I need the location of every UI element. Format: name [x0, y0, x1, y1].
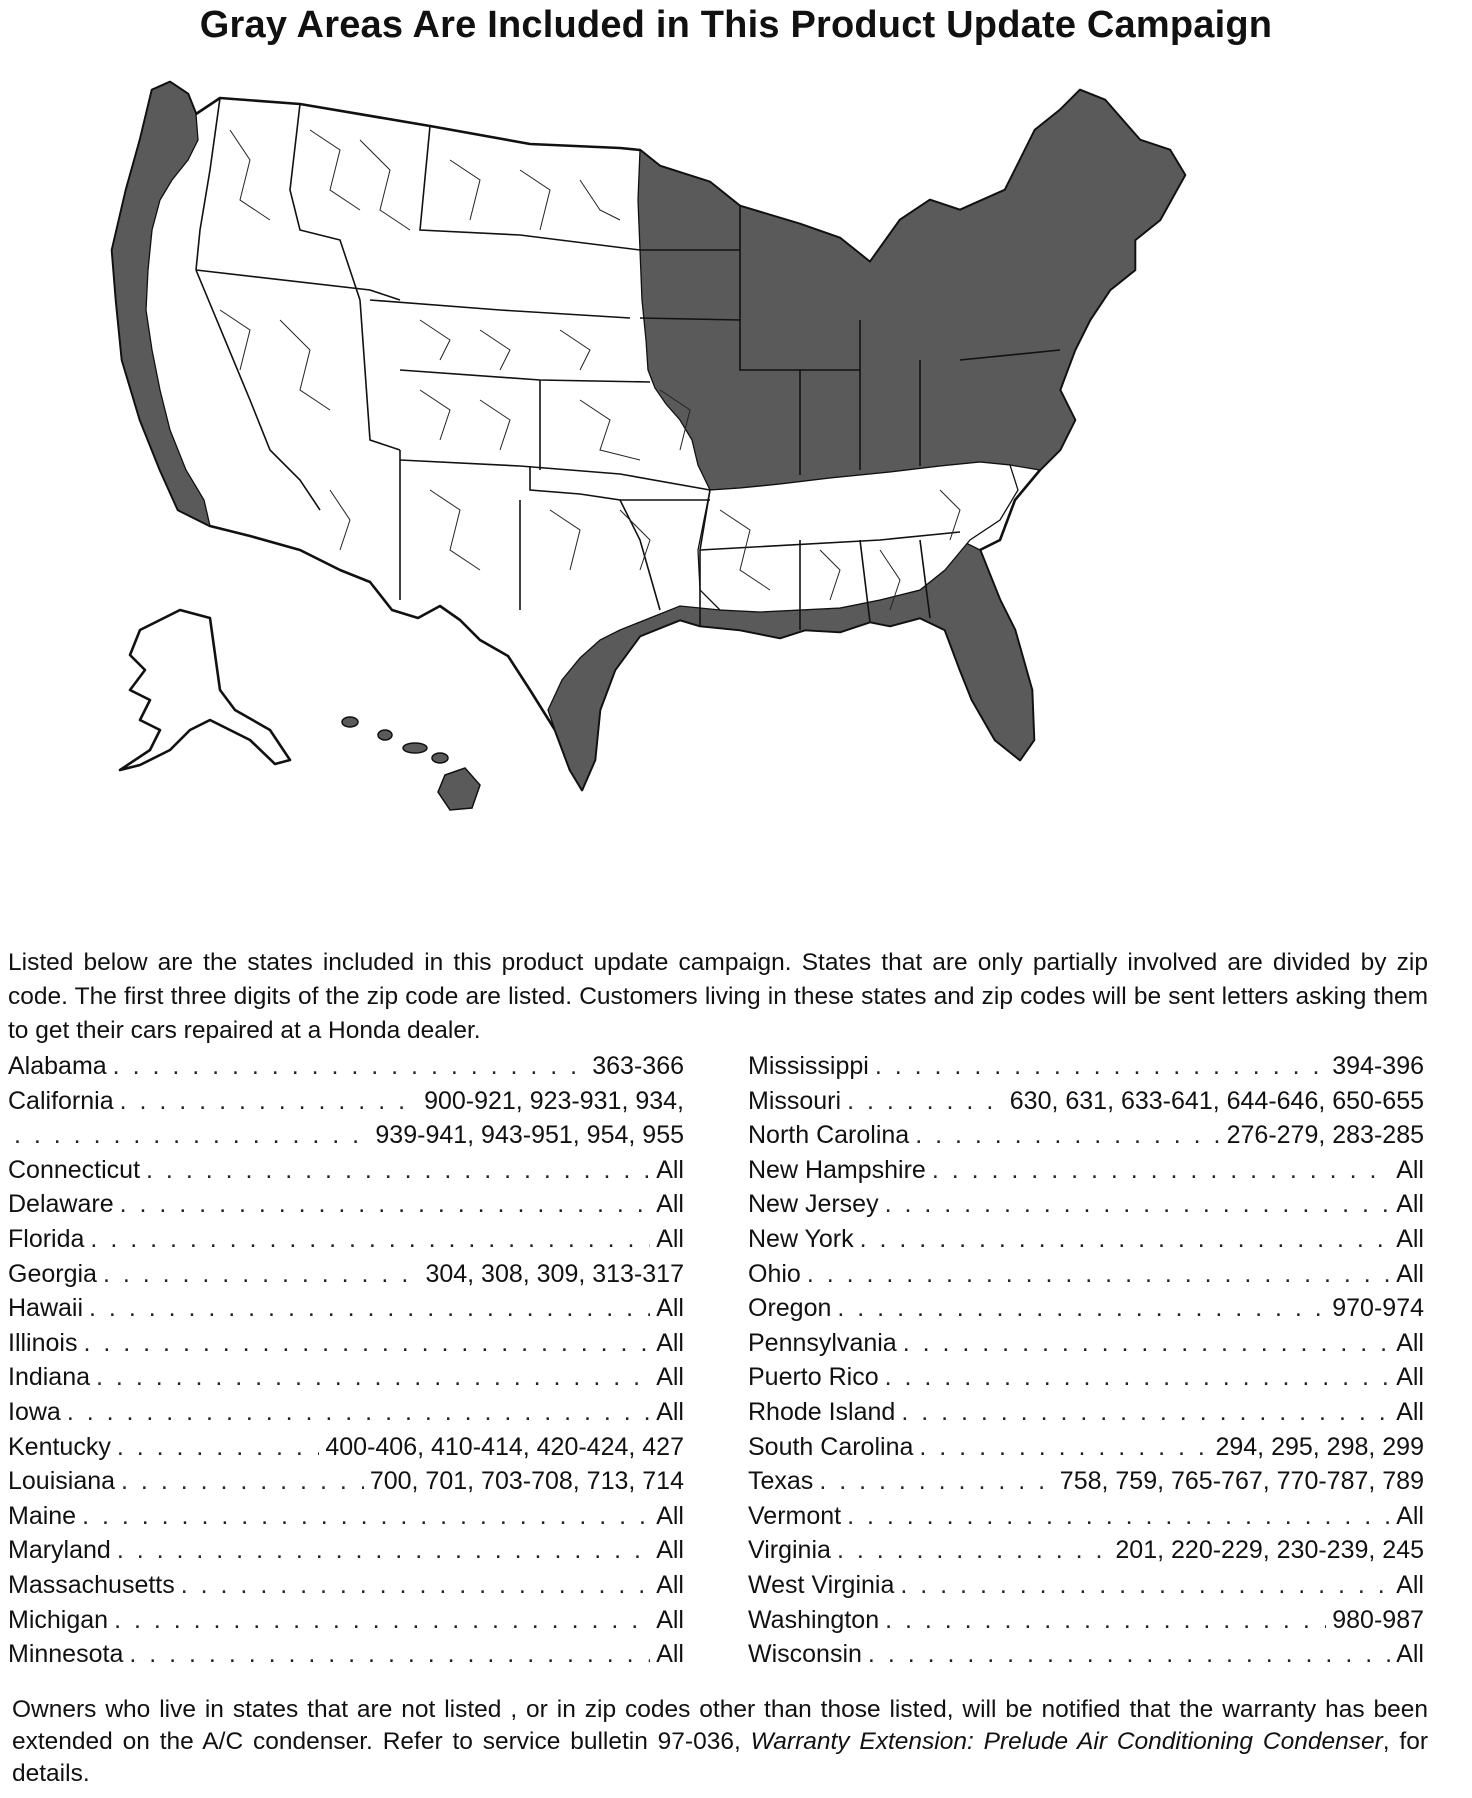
- state-row: [8, 1052, 684, 1087]
- zip-codes: All: [1396, 1363, 1424, 1392]
- state-name: Iowa: [8, 1397, 61, 1426]
- state-row: [8, 1398, 684, 1433]
- state-row: [748, 1467, 1424, 1502]
- zip-codes: All: [1396, 1190, 1424, 1219]
- state-row: [8, 1363, 684, 1398]
- zip-codes: 970-974: [1332, 1294, 1424, 1323]
- state-row: [8, 1606, 684, 1641]
- zip-codes: All: [656, 1605, 684, 1634]
- bulletin-title: Warranty Extension: Prelude Air Conditioning Condenser: [750, 1728, 1383, 1755]
- zip-codes: All: [656, 1536, 684, 1565]
- zip-codes: All: [1396, 1155, 1424, 1184]
- state-row: [8, 1225, 684, 1260]
- zip-codes: 980-987: [1332, 1605, 1424, 1634]
- dot-leader: [868, 1640, 1390, 1669]
- state-name: Indiana: [8, 1363, 91, 1392]
- state-row: [8, 1571, 684, 1606]
- state-name: Puerto Rico: [748, 1363, 879, 1392]
- zip-codes: 201, 220-229, 230-239, 245: [1115, 1536, 1424, 1565]
- zip-codes: All: [1396, 1640, 1424, 1669]
- zip-codes: 304, 308, 309, 313-317: [425, 1259, 684, 1288]
- state-row: [748, 1536, 1424, 1571]
- dot-leader: [900, 1571, 1390, 1600]
- dot-leader: [901, 1398, 1390, 1427]
- us-zip-map: [100, 70, 1360, 920]
- zip-codes: 700, 701, 703-708, 713, 714: [369, 1467, 684, 1496]
- zip-codes: All: [1396, 1570, 1424, 1599]
- state-row: [8, 1087, 684, 1122]
- state-row: [748, 1502, 1424, 1537]
- zip-codes: All: [656, 1328, 684, 1357]
- zip-codes: All: [1396, 1224, 1424, 1253]
- dot-leader: [83, 1329, 650, 1358]
- dot-leader: [96, 1363, 650, 1392]
- state-name: Alabama: [8, 1052, 107, 1080]
- zip-codes: All: [656, 1570, 684, 1599]
- state-name: Washington: [748, 1605, 880, 1634]
- state-name: Minnesota: [8, 1640, 124, 1669]
- dot-leader: [103, 1260, 419, 1289]
- state-name: Connecticut: [8, 1155, 141, 1184]
- dot-leader: [121, 1467, 364, 1496]
- state-row: [748, 1329, 1424, 1364]
- state-row: [748, 1640, 1424, 1675]
- state-name: Ohio: [748, 1259, 801, 1288]
- state-name: North Carolina: [748, 1121, 910, 1150]
- state-row: [748, 1260, 1424, 1295]
- zip-codes: 758, 759, 765-767, 770-787, 789: [1059, 1467, 1424, 1496]
- zip-codes: All: [1396, 1259, 1424, 1288]
- state-row: [748, 1190, 1424, 1225]
- dot-leader: [82, 1502, 650, 1531]
- zip-codes: All: [656, 1190, 684, 1219]
- state-name: South Carolina: [748, 1432, 914, 1461]
- dot-leader: [129, 1640, 650, 1669]
- state-name: Maine: [8, 1501, 77, 1530]
- zip-codes: All: [1396, 1397, 1424, 1426]
- states-list-left: [8, 1052, 684, 1675]
- hawaii: [342, 717, 480, 810]
- state-name: Delaware: [8, 1190, 114, 1219]
- dot-leader: [14, 1121, 369, 1150]
- state-row: [8, 1329, 684, 1364]
- footer-note: [12, 1694, 1428, 1790]
- state-name: New Hampshire: [748, 1155, 926, 1184]
- state-row: [748, 1052, 1424, 1087]
- state-name: Massachusetts: [8, 1570, 175, 1599]
- dot-leader: [117, 1433, 320, 1462]
- dot-leader: [117, 1536, 650, 1565]
- state-row: [748, 1363, 1424, 1398]
- dot-leader: [919, 1433, 1209, 1462]
- gray-region-east: [638, 90, 1185, 490]
- footer-text-end: , for details.: [12, 1728, 1428, 1787]
- state-row: [8, 1260, 684, 1295]
- dot-leader: [903, 1329, 1390, 1358]
- dot-leader: [837, 1536, 1109, 1565]
- dot-leader: [847, 1087, 1004, 1116]
- state-name: New York: [748, 1224, 854, 1253]
- state-name: Wisconsin: [748, 1640, 862, 1669]
- dot-leader: [819, 1467, 1053, 1496]
- dot-leader: [885, 1363, 1391, 1392]
- state-name: Maryland: [8, 1536, 111, 1565]
- dot-leader: [932, 1156, 1390, 1185]
- dot-leader: [807, 1260, 1390, 1289]
- intro-paragraph: Listed below are the states included in this product update campaign. States that are only partially involved are divided by zip code. The first three digits of the zip code are listed. Customers living in these states and zip codes will be sent letters asking them to get their cars repaired at a Honda dealer.: [8, 949, 1428, 1044]
- state-row: [8, 1433, 684, 1468]
- zip-codes: 939-941, 943-951, 954, 955: [375, 1121, 684, 1150]
- dot-leader: [181, 1571, 650, 1600]
- state-name: New Jersey: [748, 1190, 879, 1219]
- zip-codes: All: [1396, 1328, 1424, 1357]
- alaska: [120, 610, 290, 770]
- state-row: [748, 1121, 1424, 1156]
- state-row: [8, 1536, 684, 1571]
- state-name: Missouri: [748, 1086, 842, 1115]
- dot-leader: [90, 1225, 650, 1254]
- state-row: [748, 1433, 1424, 1468]
- page-title: Gray Areas Are Included in This Product Update Campaign: [199, 4, 1273, 46]
- state-row: [748, 1398, 1424, 1433]
- dot-leader: [67, 1398, 650, 1427]
- dot-leader: [885, 1190, 1391, 1219]
- state-name: California: [8, 1086, 114, 1115]
- state-row: [748, 1087, 1424, 1122]
- state-name: Texas: [748, 1467, 814, 1496]
- zip-codes: 630, 631, 633-641, 644-646, 650-655: [1009, 1086, 1424, 1115]
- state-row: [8, 1190, 684, 1225]
- state-name: West Virginia: [748, 1570, 895, 1599]
- zip-codes: All: [656, 1294, 684, 1323]
- zip-codes: All: [656, 1224, 684, 1253]
- dot-leader: [837, 1294, 1326, 1323]
- zip-codes: 294, 295, 298, 299: [1215, 1432, 1424, 1461]
- state-row: [748, 1606, 1424, 1641]
- zip-codes: All: [1396, 1501, 1424, 1530]
- state-name: Virginia: [748, 1536, 831, 1565]
- dot-leader: [860, 1225, 1391, 1254]
- state-name: Michigan: [8, 1605, 109, 1634]
- zip-codes: All: [656, 1363, 684, 1392]
- dot-leader: [875, 1052, 1326, 1081]
- state-row: [8, 1294, 684, 1329]
- state-name: Oregon: [748, 1294, 832, 1323]
- state-row: [8, 1467, 684, 1502]
- zip-codes: 394-396: [1332, 1052, 1424, 1080]
- zip-codes: All: [656, 1640, 684, 1669]
- state-name: Kentucky: [8, 1432, 111, 1461]
- state-row: [8, 1156, 684, 1191]
- state-row: [8, 1121, 684, 1156]
- state-name: Illinois: [8, 1328, 78, 1357]
- state-name: Mississippi: [748, 1052, 869, 1080]
- dot-leader: [120, 1087, 418, 1116]
- zip-codes: 363-366: [592, 1052, 684, 1080]
- zip-codes: All: [656, 1501, 684, 1530]
- dot-leader: [114, 1606, 650, 1635]
- zip-codes: All: [656, 1155, 684, 1184]
- states-list-right: [748, 1052, 1424, 1675]
- state-name: Vermont: [748, 1501, 842, 1530]
- zip-codes: 900-921, 923-931, 934,: [424, 1086, 684, 1115]
- zip-codes: All: [656, 1397, 684, 1426]
- state-name: Rhode Island: [748, 1397, 896, 1426]
- zip-codes: 276-279, 283-285: [1226, 1121, 1424, 1150]
- state-row: [748, 1225, 1424, 1260]
- dot-leader: [885, 1606, 1326, 1635]
- state-name: Pennsylvania: [748, 1328, 897, 1357]
- state-name: Hawaii: [8, 1294, 84, 1323]
- dot-leader: [847, 1502, 1390, 1531]
- zip-codes: 400-406, 410-414, 420-424, 427: [325, 1432, 684, 1461]
- dot-leader: [915, 1121, 1220, 1150]
- state-row: [748, 1156, 1424, 1191]
- state-row: [8, 1640, 684, 1675]
- state-row: [8, 1502, 684, 1537]
- gray-region-west-coast: [112, 82, 210, 526]
- dot-leader: [146, 1156, 650, 1185]
- dot-leader: [113, 1052, 587, 1081]
- state-row: [748, 1294, 1424, 1329]
- state-name: Florida: [8, 1224, 85, 1253]
- footer-text: Owners who live in states that are not listed , or in zip codes other than those listed, will be notified that the warranty has been extended on the A/C condenser. Refer to service bulletin 97-036,: [12, 1696, 1428, 1755]
- dot-leader: [89, 1294, 650, 1323]
- state-row: [748, 1571, 1424, 1606]
- state-name: Louisiana: [8, 1467, 116, 1496]
- state-name: Georgia: [8, 1259, 97, 1288]
- dot-leader: [120, 1190, 651, 1219]
